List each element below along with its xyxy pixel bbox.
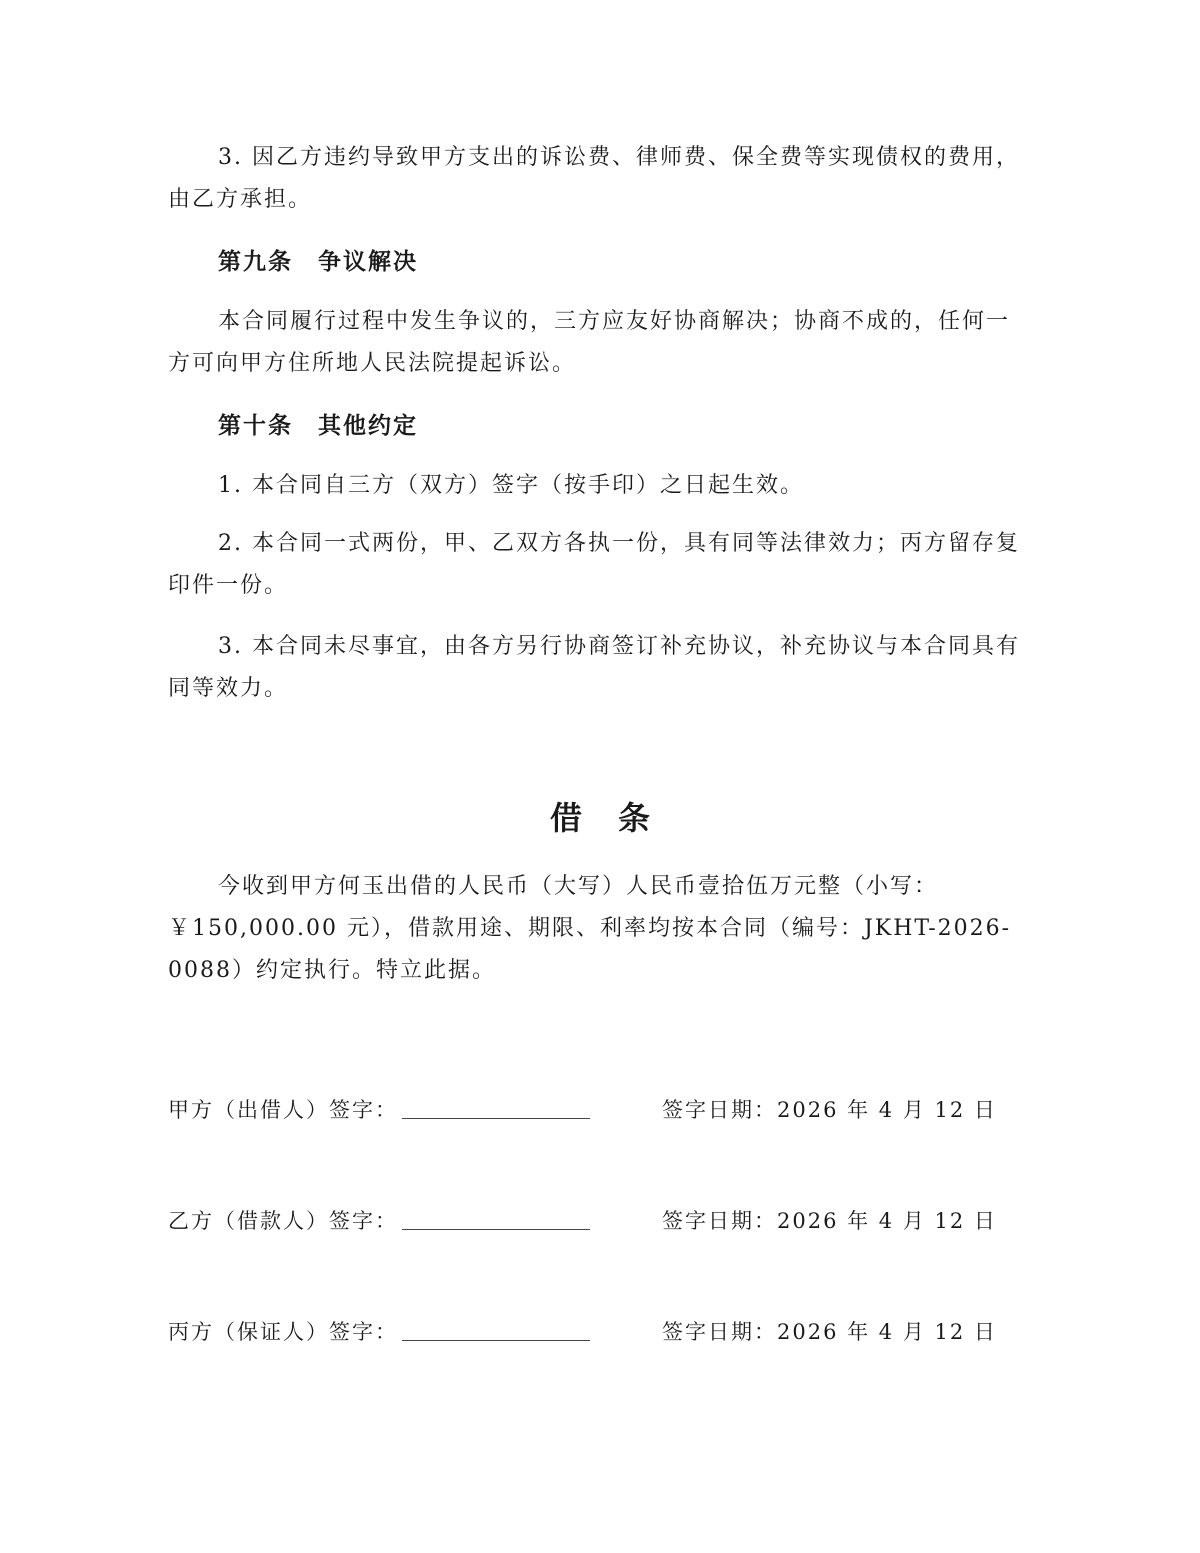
receipt-body: 今收到甲方何玉出借的人民币（大写）人民币壹拾伍万元整（小写：￥150,000.00 元），借款用途、期限、利率均按本合同（编号：JKHT-2026-0088）约定执行。特立此据。 — [168, 874, 1012, 983]
signature-row-guarantor — [168, 1314, 1032, 1350]
signature-label: 丙方（保证人）签字： — [168, 1320, 398, 1344]
article10-item-1: 1. 本合同自三方（双方）签字（按手印）之日起生效。 — [218, 473, 804, 498]
receipt-title: 借条 — [549, 799, 686, 837]
signature-label: 甲方（出借人）签字： — [168, 1098, 398, 1122]
article10-item-3: 3. 本合同未尽事宜，由各方另行协商签订补充协议，补充协议与本合同具有同等效力。 — [168, 634, 1020, 701]
signature-label: 乙方（借款人）签字： — [168, 1209, 398, 1233]
article9-heading: 第九条 争议解决 — [218, 248, 418, 275]
signature-date: 签字日期：2026 年 4 月 12 日 — [662, 1098, 997, 1122]
article10-heading: 第十条 其他约定 — [218, 412, 418, 439]
signature-date: 签字日期：2026 年 4 月 12 日 — [662, 1320, 997, 1344]
signature-row-borrower — [168, 1203, 1032, 1239]
signature-line — [402, 1340, 590, 1341]
article8-clause3: 3. 因乙方违约导致甲方支出的诉讼费、律师费、保全费等实现债权的费用，由乙方承担。 — [168, 145, 1020, 212]
signature-row-lender — [168, 1092, 1032, 1128]
article10-item-2: 2. 本合同一式两份，甲、乙双方各执一份，具有同等法律效力；丙方留存复印件一份。 — [168, 531, 1020, 598]
article9-body: 本合同履行过程中发生争议的，三方应友好协商解决；协商不成的，任何一方可向甲方住所地人民法院提起诉讼。 — [168, 309, 1011, 376]
signature-date: 签字日期：2026 年 4 月 12 日 — [662, 1209, 997, 1233]
signature-line — [402, 1118, 590, 1119]
signature-line — [402, 1229, 590, 1230]
